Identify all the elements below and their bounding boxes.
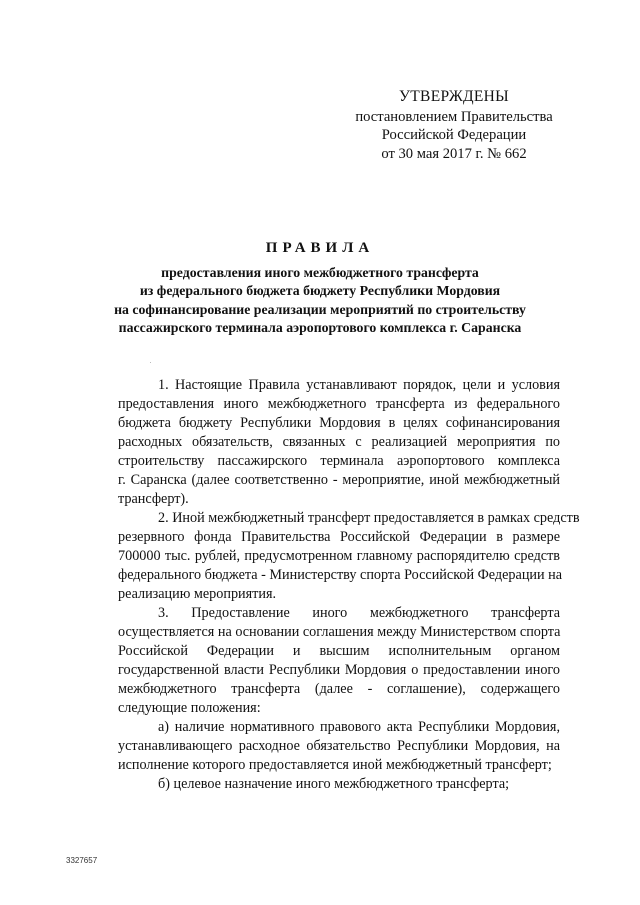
body-line: а) наличие нормативного правового акта Республики Мордовия, — [158, 719, 560, 735]
body-line: государственной власти Республики Мордовия о предоставлении иного — [118, 662, 560, 678]
body-line: устанавливающего расходное обязательство Республики Мордовия, на — [118, 738, 560, 754]
body-line: бюджета бюджету Республики Мордовия в целях софинансирования — [118, 415, 560, 431]
paragraph-3b — [78, 775, 560, 794]
paragraph-1 — [78, 376, 560, 509]
body-line: федерального бюджета - Министерству спорта Российской Федерации на — [118, 567, 563, 583]
body-line: 3. Предоставление иного межбюджетного трансферта — [158, 605, 560, 621]
approval-line-1: постановлением Правительства — [355, 108, 553, 125]
document-title: ПРАВИЛА — [265, 240, 375, 256]
subtitle-line: из федерального бюджета бюджету Республики Мордовия — [139, 283, 501, 299]
document-subtitle — [60, 264, 580, 338]
body-line: следующие положения: — [118, 700, 261, 716]
paragraph-3a — [78, 718, 560, 775]
body-line: межбюджетного трансферта (далее - соглашение), содержащего — [118, 681, 560, 697]
approval-heading: УТВЕРЖДЕНЫ — [399, 88, 509, 105]
document-code: 3327657 — [66, 856, 98, 865]
body-line: г. Саранска (далее соответственно - мероприятие, иной межбюджетный — [118, 472, 560, 488]
body-line: осуществляется на основании соглашения между Министерством спорта — [118, 624, 561, 640]
body-line: резервного фонда Правительства Российской Федерации в размере — [118, 529, 560, 545]
body-line: б) целевое назначение иного межбюджетного трансферта; — [158, 776, 510, 792]
body-line: предоставления иного межбюджетного трансферта из федерального — [118, 396, 560, 412]
approval-date-number: от 30 мая 2017 г. № 662 — [381, 145, 527, 162]
body-line: трансферт). — [118, 491, 189, 507]
subtitle-line: предоставления иного межбюджетного трансферта — [161, 265, 479, 280]
body-line: 700000 тыс. рублей, предусмотренном главному распорядителю средств — [118, 548, 560, 564]
subtitle-line: пассажирского терминала аэропортового комплекса г. Саранска — [118, 320, 522, 336]
body-line: строительству пассажирского терминала аэропортового комплекса — [118, 453, 560, 469]
subtitle-line: на софинансирование реализации мероприятий по строительству — [114, 301, 526, 317]
body-line: исполнение которого предоставляется иной межбюджетный трансферт; — [118, 757, 552, 773]
body-line: Российской Федерации и высшим исполнительным органом — [118, 643, 560, 659]
approval-stamp-block — [340, 88, 568, 163]
body-line: 2. Иной межбюджетный трансферт предоставляется в рамках средств — [158, 510, 580, 526]
approval-line-2: Российской Федерации — [381, 127, 527, 144]
paragraph-2 — [78, 509, 580, 604]
body-line: реализацию мероприятия. — [118, 586, 277, 602]
paragraph-3 — [78, 604, 560, 718]
document-body — [78, 376, 580, 794]
body-line: 1. Настоящие Правила устанавливают порядок, цели и условия — [158, 377, 560, 393]
body-line: расходных обязательств, связанных с реализацией мероприятия по — [118, 434, 560, 450]
scan-speck — [150, 362, 151, 363]
